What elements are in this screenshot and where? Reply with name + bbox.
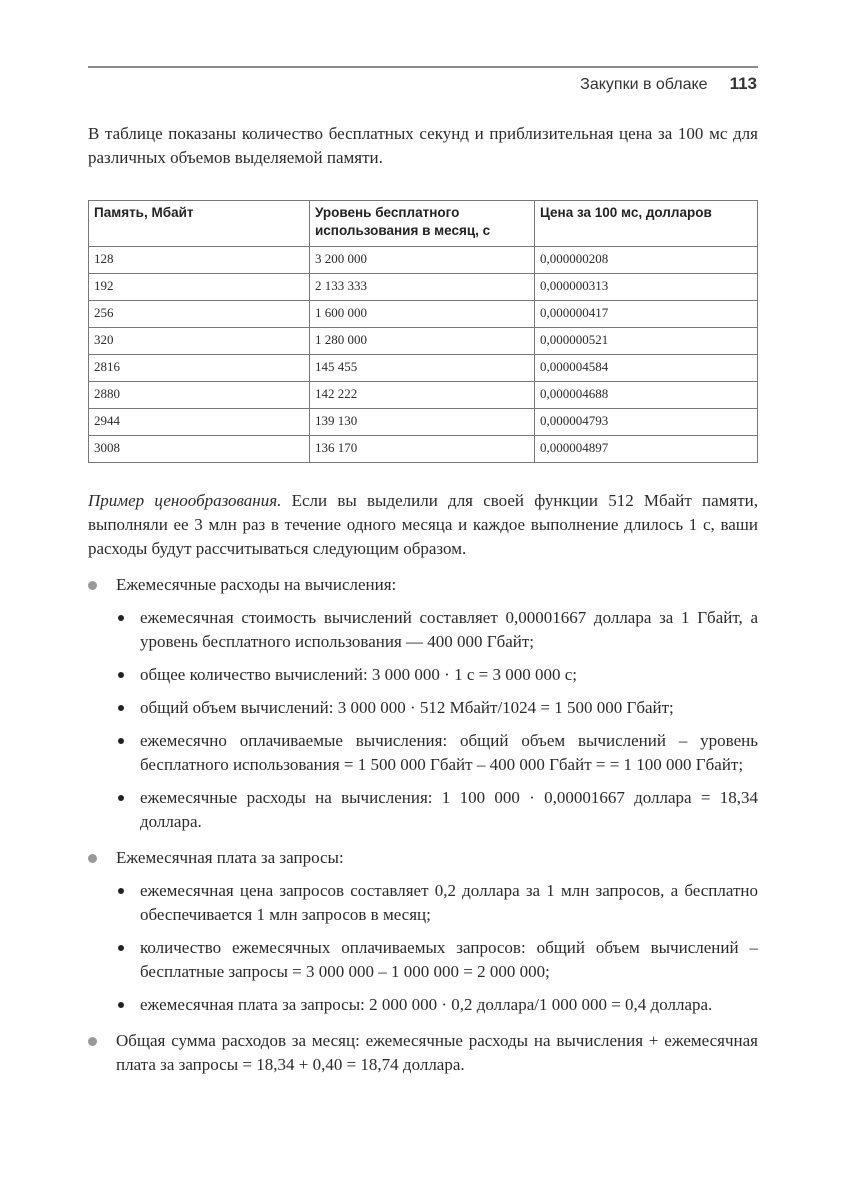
chapter-title: Закупки в облаке xyxy=(580,76,708,93)
running-header xyxy=(580,74,757,94)
pricing-table xyxy=(88,200,758,463)
table-cell: 3 200 000 xyxy=(310,247,535,274)
bullet-icon xyxy=(88,1037,97,1046)
sub-list xyxy=(116,879,758,1017)
bullet-icon xyxy=(118,705,124,711)
table-cell: 142 222 xyxy=(310,382,535,409)
sub-list-item-text: общее количество вычислений: 3 000 000 · 1 с = 3 000 000 с; xyxy=(140,665,577,684)
table-cell: 1 280 000 xyxy=(310,328,535,355)
column-header: Уровень бесплатного использования в месяц, с xyxy=(310,201,535,247)
list-item xyxy=(88,1029,758,1077)
table-row xyxy=(89,355,758,382)
bullet-icon xyxy=(88,854,97,863)
table-cell: 1 600 000 xyxy=(310,301,535,328)
table-cell: 0,000004897 xyxy=(535,436,758,463)
table-cell: 0,000004793 xyxy=(535,409,758,436)
table-cell: 192 xyxy=(89,274,310,301)
list-item-text: Общая сумма расходов за месяц: ежемесячные расходы на вычисления + ежемесячная плата за запросы = 18,34 + 0,40 = 18,74 доллара. xyxy=(116,1031,758,1074)
bullet-icon xyxy=(118,888,124,894)
page-number: 113 xyxy=(729,74,757,93)
page-body xyxy=(88,122,758,1077)
table-cell: 0,000000521 xyxy=(535,328,758,355)
table-row xyxy=(89,436,758,463)
table-cell: 0,000000313 xyxy=(535,274,758,301)
table-cell: 0,000000417 xyxy=(535,301,758,328)
table-row xyxy=(89,301,758,328)
table-cell: 139 130 xyxy=(310,409,535,436)
table-header-row xyxy=(89,201,758,247)
sub-list-item-text: ежемесячные расходы на вычисления: 1 100 000 · 0,00001667 доллара = 18,34 доллара. xyxy=(140,788,758,831)
table-cell: 2880 xyxy=(89,382,310,409)
table-cell: 145 455 xyxy=(310,355,535,382)
list-item xyxy=(88,846,758,1017)
sub-list-item-text: количество ежемесячных оплачиваемых запросов: общий объем вычислений – бесплатные запросы = 3 000 000 – 1 000 000 = 2 000 000; xyxy=(140,938,758,981)
table-cell: 136 170 xyxy=(310,436,535,463)
list-item-text: Ежемесячные расходы на вычисления: xyxy=(116,575,397,594)
bullet-icon xyxy=(118,945,124,951)
table-cell: 2 133 333 xyxy=(310,274,535,301)
table-cell: 128 xyxy=(89,247,310,274)
sub-list-item xyxy=(116,696,758,720)
sub-list-item xyxy=(116,936,758,984)
table-row xyxy=(89,247,758,274)
table-cell: 0,000004688 xyxy=(535,382,758,409)
bullet-icon xyxy=(118,1002,124,1008)
table-cell: 256 xyxy=(89,301,310,328)
sub-list-item-text: ежемесячная цена запросов составляет 0,2 доллара за 1 млн запросов, а бесплатно обеспечивается 1 млн запросов в месяц; xyxy=(140,881,758,924)
table-cell: 3008 xyxy=(89,436,310,463)
header-rule xyxy=(88,66,758,68)
intro-paragraph: В таблице показаны количество бесплатных секунд и приблизительная цена за 100 мс для различных объемов выделяемой памяти. xyxy=(88,124,758,167)
column-header: Цена за 100 мс, долларов xyxy=(535,201,758,247)
table-row xyxy=(89,409,758,436)
example-text: Если вы выделили для своей функции 512 Мбайт памяти, выполняли ее 3 млн раз в течение одного месяца и каждое выполнение длилось 1 с, ваши расходы будут рассчитываться следующим образом. xyxy=(88,491,758,558)
bullet-icon xyxy=(118,615,124,621)
sub-list-item xyxy=(116,729,758,777)
sub-list xyxy=(116,606,758,834)
example-label: Пример ценообразования. xyxy=(88,491,282,510)
sub-list-item xyxy=(116,786,758,834)
table-row xyxy=(89,328,758,355)
list-item xyxy=(88,573,758,834)
list-item-text: Ежемесячная плата за запросы: xyxy=(116,848,344,867)
sub-list-item xyxy=(116,993,758,1017)
bullet-icon xyxy=(118,795,124,801)
sub-list-item xyxy=(116,606,758,654)
bullet-icon xyxy=(88,581,97,590)
column-header: Память, Мбайт xyxy=(89,201,310,247)
table-row xyxy=(89,274,758,301)
sub-list-item-text: ежемесячная стоимость вычислений составляет 0,00001667 доллара за 1 Гбайт, а уровень бесплатного использования — 400 000 Гбайт; xyxy=(140,608,758,651)
sub-list-item xyxy=(116,663,758,687)
table-cell: 2944 xyxy=(89,409,310,436)
sub-list-item xyxy=(116,879,758,927)
sub-list-item-text: ежемесячно оплачиваемые вычисления: общий объем вычислений – уровень бесплатного использования = 1 500 000 Гбайт – 400 000 Гбайт = = 1 100 000 Гбайт; xyxy=(140,731,758,774)
table-cell: 0,000004584 xyxy=(535,355,758,382)
table-cell: 320 xyxy=(89,328,310,355)
table-cell: 2816 xyxy=(89,355,310,382)
sub-list-item-text: ежемесячная плата за запросы: 2 000 000 · 0,2 доллара/1 000 000 = 0,4 доллара. xyxy=(140,995,713,1014)
table-cell: 0,000000208 xyxy=(535,247,758,274)
bullet-icon xyxy=(118,672,124,678)
example-paragraph xyxy=(88,489,758,561)
cost-list xyxy=(88,573,758,1077)
sub-list-item-text: общий объем вычислений: 3 000 000 · 512 Мбайт/1024 = 1 500 000 Гбайт; xyxy=(140,698,674,717)
table-body xyxy=(89,247,758,463)
bullet-icon xyxy=(118,738,124,744)
table-row xyxy=(89,382,758,409)
